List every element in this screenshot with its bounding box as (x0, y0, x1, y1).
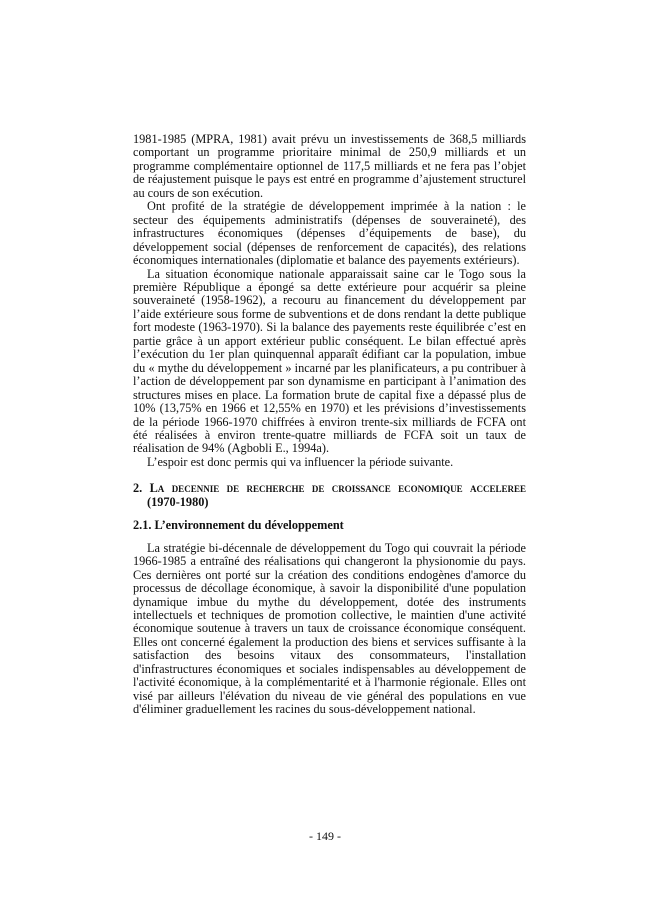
page-body (133, 133, 526, 717)
section-number: 2. (133, 481, 150, 496)
section-title: La decennie de recherche de croissance economique acceleree (149, 481, 527, 496)
paragraph: La stratégie bi-décennale de développement du Togo qui couvrait la période 1966-1985 a entraîné des réalisations qui changeront la physionomie du pays. Ces dernières ont porté sur la création des conditions endogènes d'amorce du processus de décollage économique, à savoir la disponibilité d'une population dynamique imbue du mythe du développement, dotée des instruments intellectuels et techniques de promotion collective, le maintien d'une activité économique soutenue à travers un taux de croissance économique conséquent. Elles ont concerné également la production des biens et services suffisante à la satisfaction des besoins vitaux des consommateurs, l'installation d'infrastructures économiques et sociales indispensables au développement de l'activité économique, à la complémentarité et à l'harmonie régionale. Elles ont visé par ailleurs l'élévation du niveau de vie général des populations en vue d'éliminer graduellement les racines du sous-développement national. (133, 540, 526, 717)
section-period: (1970-1980) (147, 494, 209, 509)
paragraph: 1981-1985 (MPRA, 1981) avait prévu un investissements de 368,5 milliards comportant un programme prioritaire minimal de 250,9 milliards et un programme complémentaire optionnel de 117,5 milliards et ne fera pas l’objet de réajustement puisque le pays est entré en programme d’ajustement structurel au cours de son exécution. (133, 132, 526, 200)
section-heading (133, 482, 526, 509)
paragraph: La situation économique nationale apparaissait saine car le Togo sous la première République a épongé sa dette extérieure pour acquérir sa pleine souveraineté (1958-1962), a recouru au financement du développement par l’aide extérieure sous forme de subventions et de dons rendant la dette publique fort modeste (1963-1970). Si la balance des payements reste équilibrée c’est en partie grâce à un apport extérieur public conséquent. Le bilan effectué après l’exécution du 1er plan quinquennal apparaît édifiant car la population, imbue du « mythe du développement » incarné par les planificateurs, a pu contribuer à l’action de développement par son dynamisme en participant à l’animation des structures mises en place. La formation brute de capital fixe a dépassé plus de 10% (13,75% en 1966 et 12,55% en 1970) et les prévisions d’investissements de la période 1966-1970 chiffrées à environ trente-six milliards de FCFA ont été réalisées à environ trente-quatre milliards de FCFA soit un taux de réalisation de 94% (Agbobli E., 1994a). (133, 266, 526, 456)
subsection-heading: 2.1. L’environnement du développement (133, 518, 344, 533)
paragraph: L’espoir est donc permis qui va influencer la période suivante. (147, 454, 454, 469)
page-number: - 149 - (309, 829, 341, 843)
paragraph: Ont profité de la stratégie de développement imprimée à la nation : le secteur des équipements administratifs (dépenses de souveraineté), des infrastructures économiques (dépenses d’équipements de base), du développement social (dépenses de renforcement de capacités), des relations économiques internationales (diplomatie et balance des payements extérieurs). (133, 199, 526, 268)
